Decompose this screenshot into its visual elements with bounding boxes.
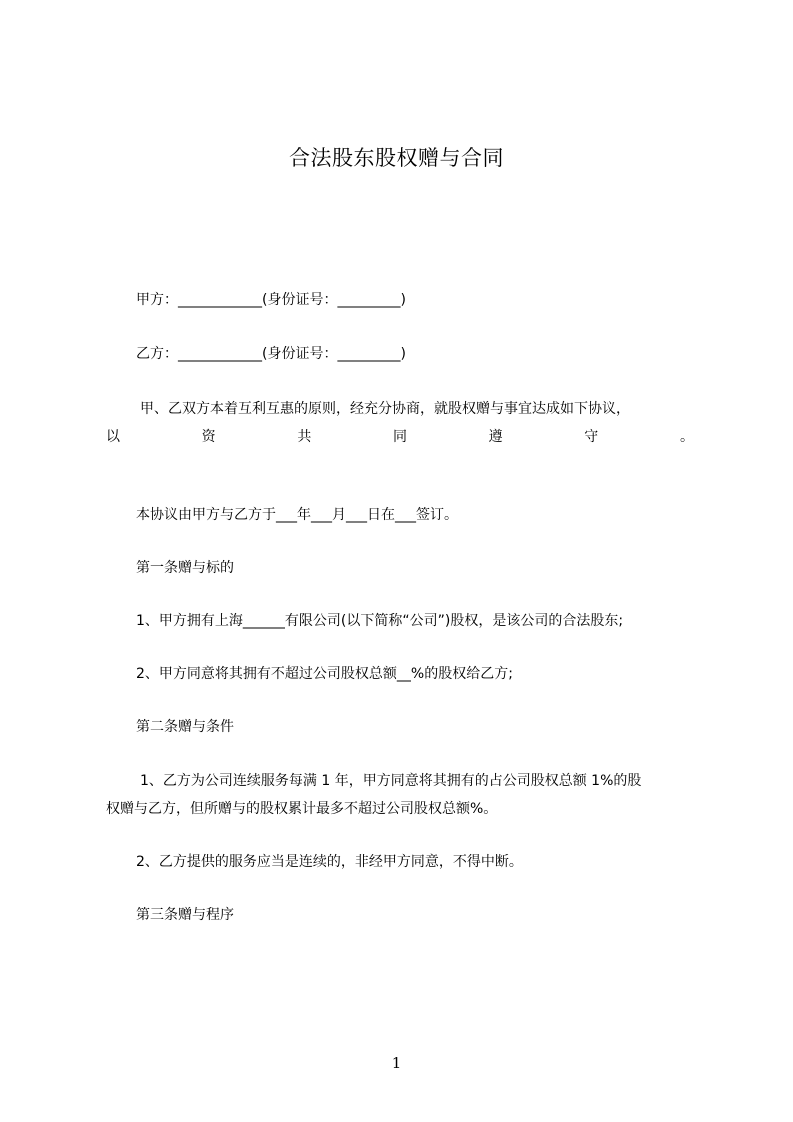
preamble-char: 资 <box>201 429 216 445</box>
article-2-item-2: 2、乙方提供的服务应当是连续的，非经甲方同意，不得中断。 <box>136 854 523 870</box>
article-1-item-1: 1、甲方拥有上海______有限公司(以下简称“公司”)股权，是该公司的合法股东; <box>136 613 624 629</box>
article-2-item-1-line-2: 权赠与乙方，但所赠与的股权累计最多不超过公司股权总额%。 <box>106 801 498 817</box>
preamble-char: 共 <box>297 429 312 445</box>
signing-line: 本协议由甲方与乙方于___年___月___日在___签订。 <box>136 507 458 523</box>
preamble-char: 守 <box>584 429 599 445</box>
party-a-line: 甲方：____________(身份证号：_________) <box>136 292 406 308</box>
preamble-char: 遵 <box>488 429 503 445</box>
article-3-heading: 第三条赠与程序 <box>136 907 234 923</box>
article-1-heading: 第一条赠与标的 <box>136 560 234 576</box>
article-2-item-1-line-1: 1、乙方为公司连续服务每满 1 年，甲方同意将其拥有的占公司股权总额 1%的股 <box>140 773 642 789</box>
preamble-line-1: 甲、乙双方本着互利互惠的原则，经充分协商，就股权赠与事宜达成如下协议， <box>140 401 630 417</box>
page-number: 1 <box>391 1054 402 1072</box>
article-2-heading: 第二条赠与条件 <box>136 719 234 735</box>
document-title: 合法股东股权赠与合同 <box>289 146 504 170</box>
preamble-char: 同 <box>392 429 407 445</box>
party-b-line: 乙方：____________(身份证号：_________) <box>136 346 406 362</box>
preamble-char: 。 <box>679 429 694 445</box>
preamble-line-2 <box>106 427 694 447</box>
article-1-item-2: 2、甲方同意将其拥有不超过公司股权总额__%的股权给乙方; <box>136 666 513 682</box>
preamble-char: 以 <box>106 429 120 445</box>
